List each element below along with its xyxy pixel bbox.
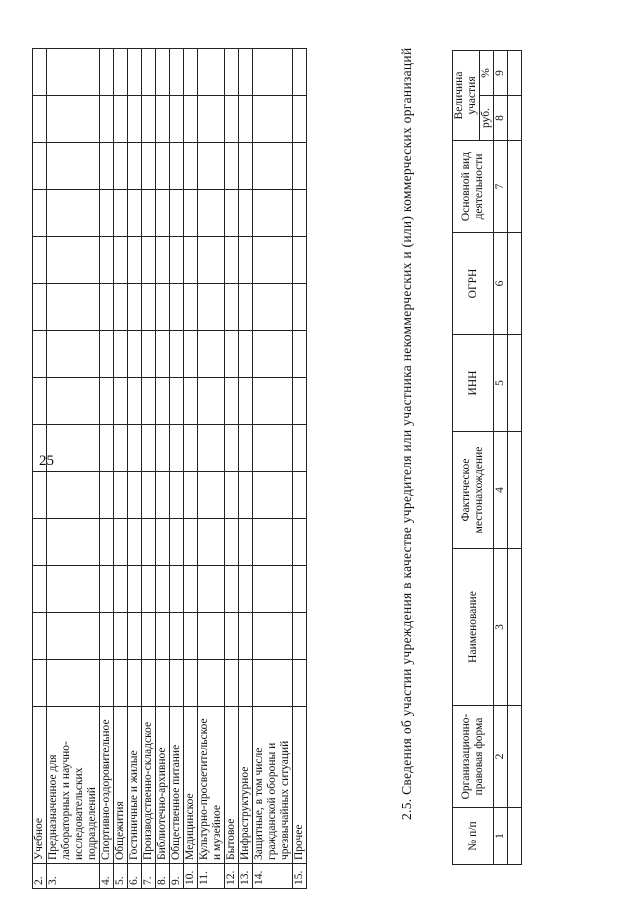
table-cell	[47, 331, 100, 378]
table-cell	[293, 96, 307, 143]
table-cell	[508, 51, 522, 96]
table-cell	[128, 519, 142, 566]
table-cell	[142, 472, 156, 519]
table-row	[253, 49, 293, 889]
table-cell	[100, 143, 114, 190]
table-cell	[508, 96, 522, 141]
table-cell	[184, 237, 198, 284]
table-cell	[128, 190, 142, 237]
table-cell	[184, 143, 198, 190]
table-cell	[100, 378, 114, 425]
row-number: 4.	[100, 864, 114, 889]
table-cell	[100, 425, 114, 472]
table-cell	[225, 49, 239, 96]
table-cell	[239, 284, 253, 331]
table-cell	[508, 549, 522, 706]
table-row	[128, 49, 142, 889]
table-cell	[198, 613, 225, 660]
table-cell	[184, 566, 198, 613]
table-cell	[156, 378, 170, 425]
table-cell	[239, 613, 253, 660]
table-cell	[239, 519, 253, 566]
table-cell	[128, 96, 142, 143]
row-number: 14.	[253, 864, 293, 889]
table-cell	[156, 613, 170, 660]
row-name: Защитные, в том числе гражданской обороны и чрезвычайных ситуаций	[253, 707, 293, 864]
table-cell	[198, 660, 225, 707]
table-cell	[33, 660, 47, 707]
table-cell	[508, 808, 522, 865]
table-cell	[114, 143, 128, 190]
table-cell	[198, 331, 225, 378]
table-cell	[293, 660, 307, 707]
table-cell	[239, 566, 253, 613]
table-cell	[170, 96, 184, 143]
table-cell	[128, 472, 142, 519]
table-cell	[170, 660, 184, 707]
table-cell	[253, 613, 293, 660]
table-cell	[142, 378, 156, 425]
row-number: 5.	[114, 864, 128, 889]
table-cell	[170, 378, 184, 425]
table-cell	[198, 49, 225, 96]
table-row	[198, 49, 225, 889]
column-number: 3	[494, 549, 508, 706]
table-cell	[156, 331, 170, 378]
row-name: Учебное	[33, 707, 47, 864]
column-number: 8	[494, 96, 508, 141]
row-name: Спортивно-оздоровительное	[100, 707, 114, 864]
table-cell	[47, 237, 100, 284]
row-name: Общественное питание	[170, 707, 184, 864]
table-cell	[293, 237, 307, 284]
table-cell	[100, 237, 114, 284]
table-cell	[293, 284, 307, 331]
table-cell	[156, 237, 170, 284]
table-cell	[33, 566, 47, 613]
table-cell	[239, 143, 253, 190]
table-cell	[47, 519, 100, 566]
table-cell	[198, 378, 225, 425]
table-cell	[156, 96, 170, 143]
row-number: 6.	[128, 864, 142, 889]
table-cell	[253, 331, 293, 378]
row-name: Инфраструктурное	[239, 707, 253, 864]
table-cell	[170, 237, 184, 284]
table-cell	[114, 331, 128, 378]
table-cell	[225, 143, 239, 190]
table-cell	[253, 237, 293, 284]
col-header-location: Фактическое местонахождение	[453, 432, 494, 549]
table-cell	[239, 425, 253, 472]
col-header-name: Наименование	[453, 549, 494, 706]
table-cell	[142, 190, 156, 237]
table-cell	[293, 472, 307, 519]
page-number: 25	[39, 453, 54, 469]
column-number: 4	[494, 432, 508, 549]
table-cell	[293, 566, 307, 613]
table-cell	[33, 613, 47, 660]
table-cell	[100, 49, 114, 96]
table-cell	[100, 284, 114, 331]
table-cell	[184, 613, 198, 660]
row-number: 15.	[293, 864, 307, 889]
row-name: Прочее	[293, 707, 307, 864]
table-cell	[225, 331, 239, 378]
table-cell	[142, 660, 156, 707]
table-cell	[225, 96, 239, 143]
table-cell	[184, 378, 198, 425]
table-cell	[508, 706, 522, 808]
table-cell	[225, 660, 239, 707]
table-cell	[128, 331, 142, 378]
row-name: Культурно-просветительское и музейное	[198, 707, 225, 864]
table-cell	[225, 472, 239, 519]
table-cell	[33, 519, 47, 566]
table-cell	[33, 425, 47, 472]
table-row	[293, 49, 307, 889]
table-cell	[142, 613, 156, 660]
table-cell	[114, 425, 128, 472]
table-cell	[508, 335, 522, 432]
table-cell	[225, 190, 239, 237]
column-number: 2	[494, 706, 508, 808]
table-cell	[142, 96, 156, 143]
table-cell	[170, 190, 184, 237]
table-cell	[128, 237, 142, 284]
table-cell	[184, 49, 198, 96]
table-row	[170, 49, 184, 889]
column-number: 6	[494, 233, 508, 335]
table-cell	[225, 519, 239, 566]
col-header-inn: ИНН	[453, 335, 494, 432]
table-cell	[170, 284, 184, 331]
table-cell	[253, 49, 293, 96]
table-cell	[170, 519, 184, 566]
column-number: 7	[494, 141, 508, 233]
table-cell	[114, 519, 128, 566]
table-cell	[198, 472, 225, 519]
table-cell	[225, 425, 239, 472]
table-cell	[225, 566, 239, 613]
table-cell	[47, 613, 100, 660]
table-cell	[156, 49, 170, 96]
table-cell	[253, 190, 293, 237]
table-cell	[170, 613, 184, 660]
table-cell	[33, 331, 47, 378]
table-cell	[253, 660, 293, 707]
table-cell	[33, 472, 47, 519]
table-cell	[100, 519, 114, 566]
table-row	[33, 49, 47, 889]
table-cell	[47, 472, 100, 519]
table-cell	[293, 519, 307, 566]
table-cell	[508, 141, 522, 233]
table-cell	[128, 49, 142, 96]
table-cell	[33, 190, 47, 237]
table-cell	[239, 49, 253, 96]
table-cell	[156, 425, 170, 472]
table-cell	[114, 96, 128, 143]
table-row	[142, 49, 156, 889]
table-cell	[114, 566, 128, 613]
table-row	[114, 49, 128, 889]
col-header-rub: руб.	[480, 96, 494, 141]
table-cell	[170, 49, 184, 96]
table-cell	[114, 660, 128, 707]
table-cell	[128, 613, 142, 660]
table-cell	[128, 143, 142, 190]
table-cell	[156, 566, 170, 613]
table-cell	[239, 472, 253, 519]
table-row	[156, 49, 170, 889]
table-cell	[225, 378, 239, 425]
table-cell	[47, 49, 100, 96]
row-number: 12.	[225, 864, 239, 889]
table-cell	[142, 425, 156, 472]
table-cell	[47, 284, 100, 331]
participation-table	[452, 50, 522, 865]
table-cell	[170, 425, 184, 472]
row-name: Предназначенное для лабораторных и научно-исследовательских подразделений	[47, 707, 100, 864]
table-cell	[198, 143, 225, 190]
row-number: 10.	[184, 864, 198, 889]
table-cell	[128, 284, 142, 331]
column-number: 9	[494, 51, 508, 96]
table-cell	[156, 190, 170, 237]
table-cell	[239, 378, 253, 425]
table-cell	[33, 284, 47, 331]
row-name: Медицинское	[184, 707, 198, 864]
table-cell	[198, 237, 225, 284]
table-cell	[142, 143, 156, 190]
table-cell	[156, 284, 170, 331]
table-cell	[293, 143, 307, 190]
table-cell	[253, 472, 293, 519]
table-cell	[114, 49, 128, 96]
row-number: 8.	[156, 864, 170, 889]
row-name: Библиотечно-архивное	[156, 707, 170, 864]
table-cell	[293, 613, 307, 660]
table-cell	[33, 378, 47, 425]
table-cell	[184, 96, 198, 143]
table-cell	[33, 143, 47, 190]
table-cell	[184, 425, 198, 472]
table-cell	[184, 190, 198, 237]
table-cell	[114, 613, 128, 660]
row-number: 2.	[33, 864, 47, 889]
table-cell	[198, 96, 225, 143]
col-header-activity: Основной вид деятельности	[453, 141, 494, 233]
col-header-ogrn: ОГРН	[453, 233, 494, 335]
table-cell	[156, 143, 170, 190]
table-cell	[225, 284, 239, 331]
table-cell	[33, 96, 47, 143]
table-cell	[170, 143, 184, 190]
table-cell	[198, 190, 225, 237]
table-cell	[156, 519, 170, 566]
table-cell	[100, 190, 114, 237]
table-row	[239, 49, 253, 889]
table-cell	[239, 96, 253, 143]
table-cell	[198, 425, 225, 472]
table-cell	[225, 237, 239, 284]
section-heading: 2.5. Сведения об участии учреждения в качестве учредителя или участника некоммерческих и (или) коммерческих организаций	[399, 47, 414, 820]
table-cell	[47, 143, 100, 190]
row-name: Гостиничные и жилые	[128, 707, 142, 864]
table-cell	[253, 425, 293, 472]
table-cell	[239, 237, 253, 284]
row-number: 9.	[170, 864, 184, 889]
column-numbers-row	[494, 51, 508, 865]
table-cell	[100, 331, 114, 378]
row-number: 3.	[47, 864, 100, 889]
table-cell	[253, 284, 293, 331]
table-cell	[156, 660, 170, 707]
table-cell	[114, 284, 128, 331]
row-name: Производственно-складское	[142, 707, 156, 864]
table-cell	[47, 190, 100, 237]
table-cell	[239, 331, 253, 378]
table-cell	[508, 432, 522, 549]
row-number: 11.	[198, 864, 225, 889]
table-cell	[198, 566, 225, 613]
table-cell	[142, 237, 156, 284]
table-cell	[47, 660, 100, 707]
buildings-table	[32, 48, 307, 889]
table-row	[184, 49, 198, 889]
row-number: 13.	[239, 864, 253, 889]
table-cell	[184, 284, 198, 331]
table-cell	[142, 566, 156, 613]
table-cell	[114, 237, 128, 284]
table-cell	[128, 660, 142, 707]
table-cell	[293, 49, 307, 96]
table-cell	[170, 566, 184, 613]
table-cell	[142, 331, 156, 378]
table-cell	[114, 378, 128, 425]
table-cell	[198, 519, 225, 566]
table-cell	[184, 472, 198, 519]
table-cell	[100, 566, 114, 613]
row-number: 7.	[142, 864, 156, 889]
table-cell	[142, 49, 156, 96]
table-row	[47, 49, 100, 889]
col-header-num: № п/п	[453, 808, 494, 865]
row-name: Общежития	[114, 707, 128, 864]
table-cell	[114, 472, 128, 519]
table-cell	[253, 566, 293, 613]
table-cell	[184, 519, 198, 566]
col-header-form: Организационно-правовая форма	[453, 706, 494, 808]
table-cell	[253, 96, 293, 143]
table-cell	[100, 96, 114, 143]
table-cell	[128, 425, 142, 472]
table-cell	[170, 331, 184, 378]
row-name: Бытовое	[225, 707, 239, 864]
table-row	[508, 51, 522, 865]
col-header-participation: Величина участия	[453, 51, 480, 141]
table-cell	[100, 660, 114, 707]
table-cell	[100, 613, 114, 660]
table-cell	[253, 519, 293, 566]
table-cell	[184, 331, 198, 378]
table-cell	[100, 472, 114, 519]
table-cell	[239, 190, 253, 237]
table-cell	[47, 425, 100, 472]
table-cell	[239, 660, 253, 707]
table-row	[100, 49, 114, 889]
column-number: 1	[494, 808, 508, 865]
table-cell	[293, 425, 307, 472]
table-row	[225, 49, 239, 889]
table-cell	[156, 472, 170, 519]
table-cell	[184, 660, 198, 707]
table-cell	[33, 49, 47, 96]
table-cell	[293, 331, 307, 378]
column-number: 5	[494, 335, 508, 432]
table-cell	[47, 378, 100, 425]
table-cell	[142, 519, 156, 566]
table-cell	[253, 143, 293, 190]
table-cell	[293, 378, 307, 425]
table-cell	[128, 378, 142, 425]
table-cell	[142, 284, 156, 331]
table-cell	[47, 96, 100, 143]
table-cell	[225, 613, 239, 660]
table-cell	[47, 566, 100, 613]
table-cell	[114, 190, 128, 237]
table-cell	[253, 378, 293, 425]
table-cell	[33, 237, 47, 284]
table-cell	[128, 566, 142, 613]
col-header-pct: %	[480, 51, 494, 96]
table-cell	[170, 472, 184, 519]
table-cell	[198, 284, 225, 331]
table-cell	[293, 190, 307, 237]
table-cell	[508, 233, 522, 335]
